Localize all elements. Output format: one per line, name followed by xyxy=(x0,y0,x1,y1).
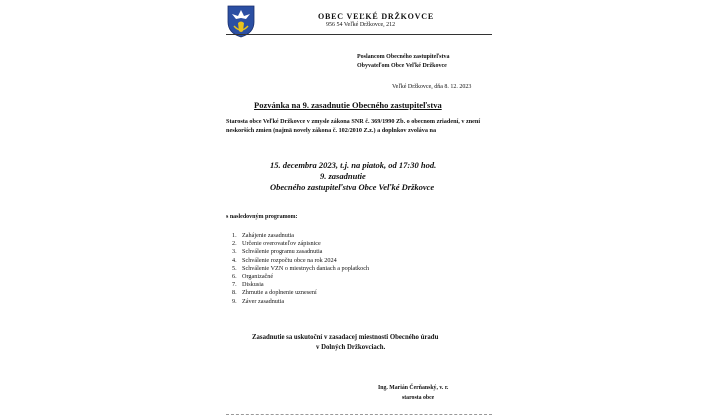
program-item: 9. Záver zasadnutia xyxy=(232,297,285,305)
program-item: 3. Schválenie programu zasadnutia xyxy=(232,248,323,256)
program-item: 5. Schválenie VZN o miestnych daniach a poplatkoch xyxy=(232,264,370,272)
header-divider xyxy=(226,34,492,35)
signature-role: starosta obce xyxy=(402,395,435,401)
footer-divider xyxy=(226,414,492,415)
meeting-body: Obecného zastupiteľstva Obce Veľké Držkovce xyxy=(270,182,435,192)
program-item: 6. Organizačné xyxy=(232,272,274,280)
coat-of-arms-icon xyxy=(226,4,256,38)
program-item: 7. Diskusia xyxy=(232,281,264,289)
program-item: 4. Schválenie rozpočtu obce na rok 2024 xyxy=(232,256,337,264)
program-item: 8. Zhrnutie a doplnenie uznesení xyxy=(232,289,317,297)
municipality-name: OBEC VEĽKÉ DRŽKOVCE xyxy=(318,12,434,21)
municipality-address: 956 54 Veľké Držkovce, 212 xyxy=(326,22,396,28)
date-line: Veľké Držkovce, dňa 8. 12. 2023 xyxy=(392,84,472,90)
invitation-title: Pozvánka na 9. zasadnutie Obecného zastupiteľstva xyxy=(254,100,442,110)
program-item: 2. Určenie overovateľov zápisnice xyxy=(232,240,321,248)
recipient-line-1: Poslancom Obecného zastupiteľstva xyxy=(357,54,450,60)
meeting-session: 9. zasadnutie xyxy=(320,171,366,181)
recipient-line-2: Obyvateľom Obce Veľké Držkovce xyxy=(357,63,447,69)
program-list xyxy=(232,232,369,306)
program-heading: s nasledovným programom: xyxy=(226,214,298,220)
program-item: 1. Zahájenie zasadnutia xyxy=(232,232,295,239)
meeting-datetime: 15. decembra 2023, t.j. na piatok, od 17:30 hod. xyxy=(270,160,437,170)
signature-name: Ing. Marián Čerňanský, v. r. xyxy=(378,385,449,391)
closing-line-2: v Dolných Držkovciach. xyxy=(316,344,386,351)
closing-line-1: Zasadnutie sa uskutoční v zasadacej miestnosti Obecného úradu xyxy=(252,334,439,341)
invitation-intro: Starosta obce Veľké Držkovce v zmysle zákona SNR č. 369/1990 Zb. o obecnom zriadení, v znení neskorších zmien (najmä novely zákona č. 102/2010 Z.z.) a doplnkov zvoláva na xyxy=(226,118,481,134)
